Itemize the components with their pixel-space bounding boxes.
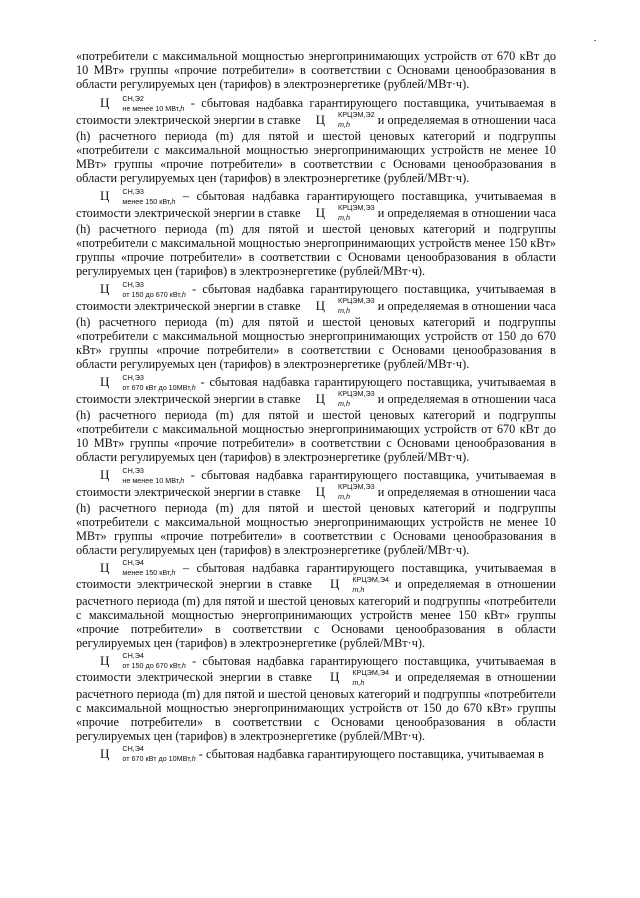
dash: - bbox=[185, 654, 203, 669]
symbol-subscript: от 670 кВт до 10МВт, bbox=[122, 382, 192, 392]
definition-text-continued: и определяемая в отношении часа (h) расчетного периода (m) для пятой и шестой ценовых категорий и подгруппы «потребители с максимальной мощностью энергопринимающих устройств менее 150 кВт» группы «прочие потребители» в соответствии с Основами ценообразования в области регулируемых цен (тарифов) в электроэнергетике (рублей/МВт·ч). bbox=[76, 205, 556, 279]
symbol-superscript: СН,Э2 bbox=[122, 93, 144, 103]
symbol-base: Ц bbox=[100, 467, 110, 483]
symbol-superscript: СН,Э3 bbox=[122, 279, 144, 289]
rate-subscript: m,h bbox=[352, 584, 365, 594]
definition-paragraph bbox=[76, 465, 556, 558]
rate-symbol bbox=[318, 667, 389, 687]
rate-base: Ц bbox=[329, 576, 340, 592]
definition-text-continued: и определяемая в отношении часа (h) расчетного периода (m) для пятой и шестой ценовых категорий и подгруппы «потребители с максимальной мощностью энергопринимающих устройств от 150 до 670 кВт» группы «прочие потребители» в соответствии с Основами ценообразования в области регулируемых цен (тарифов) в электроэнергетике (рублей/МВт·ч). bbox=[76, 298, 556, 372]
symbol-subscript: от 150 до 670 кВт, bbox=[122, 289, 182, 299]
symbol-base: Ц bbox=[100, 746, 110, 762]
rate-subscript: m,h bbox=[338, 119, 351, 129]
definition-paragraph bbox=[76, 186, 556, 279]
definition-text: сбытовая надбавка гарантирующего поставщика, учитываемая в стоимости электрической энергии в ставке bbox=[76, 96, 556, 127]
rate-subscript: m,h bbox=[338, 491, 351, 501]
rate-base: Ц bbox=[315, 204, 326, 220]
definition-text-continued: и определяемая в отношении часа (h) расчетного периода (m) для пятой и шестой ценовых категорий и подгруппы «потребители с максимальной мощностью энергопринимающих устройств от 670 кВт до 10 МВт» группы «прочие потребители» в соответствии с Основами ценообразования в области регулируемых цен (тарифов) в электроэнергетике (рублей/МВт·ч). bbox=[76, 391, 556, 465]
symbol-base: Ц bbox=[100, 653, 110, 669]
rate-base: Ц bbox=[315, 111, 326, 127]
symbol-subscript: от 150 до 670 кВт, bbox=[122, 661, 182, 671]
symbol-subscript-hour: h bbox=[191, 754, 196, 764]
rate-superscript: КРЦЭМ,Э4 bbox=[352, 574, 389, 584]
symbol-base: Ц bbox=[100, 95, 110, 111]
symbol-superscript: СН,Э4 bbox=[122, 651, 144, 661]
rate-superscript: КРЦЭМ,Э3 bbox=[338, 295, 375, 305]
symbol-subscript-hour: h bbox=[191, 382, 196, 392]
markup-symbol bbox=[88, 744, 196, 764]
definition-text-continued: и определяемая в отношении часа (h) расчетного периода (m) для пятой и шестой ценовых категорий и подгруппы «потребители с максимальной мощностью энергопринимающих устройств не менее 10 МВт» группы «прочие потребители» в соответствии с Основами ценообразования в области регулируемых цен (тарифов) в электроэнергетике (рублей/МВт·ч). bbox=[76, 112, 556, 186]
symbol-base: Ц bbox=[100, 281, 110, 297]
symbol-subscript-hour: h bbox=[180, 103, 185, 113]
rate-subscript: m,h bbox=[352, 677, 365, 687]
definition-paragraph bbox=[76, 651, 556, 744]
definition-paragraph bbox=[76, 279, 556, 372]
rate-subscript: m,h bbox=[338, 212, 351, 222]
symbol-subscript: менее 150 кВт, bbox=[122, 568, 172, 578]
rate-symbol bbox=[318, 574, 389, 594]
definition-text: сбытовая надбавка гарантирующего поставщика, учитываемая в bbox=[205, 747, 544, 762]
scan-speck bbox=[594, 40, 596, 41]
definition-text: сбытовая надбавка гарантирующего поставщика, учитываемая в стоимости электрической энергии в ставке bbox=[76, 189, 556, 220]
definition-paragraph bbox=[76, 744, 556, 764]
markup-symbol bbox=[88, 93, 185, 113]
document-body bbox=[76, 49, 556, 767]
symbol-superscript: СН,Э4 bbox=[122, 558, 144, 568]
definition-text-continued: и определяемая в отношении расчетного периода (m) для пятой и шестой ценовых категорий и подгруппы «потребители с максимальной мощностью энергопринимающих устройств менее 150 кВт» группы «прочие потребители» в соответствии с Основами ценообразования в области регулируемых цен (тарифов) в электроэнергетике (рублей/МВт·ч). bbox=[76, 577, 556, 651]
symbol-superscript: СН,Э3 bbox=[122, 465, 144, 475]
rate-base: Ц bbox=[315, 483, 326, 499]
rate-symbol bbox=[304, 109, 375, 129]
rate-base: Ц bbox=[315, 390, 326, 406]
symbol-superscript: СН,Э3 bbox=[122, 186, 144, 196]
definitions-list bbox=[76, 93, 556, 764]
symbol-superscript: СН,Э3 bbox=[122, 372, 144, 382]
markup-symbol bbox=[88, 651, 186, 671]
symbol-base: Ц bbox=[100, 188, 110, 204]
symbol-subscript-hour: h bbox=[171, 568, 176, 578]
definition-text: сбытовая надбавка гарантирующего поставщика, учитываемая в стоимости электрической энергии в ставке bbox=[76, 375, 556, 406]
symbol-base: Ц bbox=[100, 560, 110, 576]
dash: - bbox=[185, 282, 203, 297]
intro-paragraph: «потребители с максимальной мощностью энергопринимающих устройств от 670 кВт до 10 МВт» группы «прочие потребители» в соответствии с Основами ценообразования в области регулируемых цен (тарифов) в электроэнергетике (рублей/МВт·ч). bbox=[76, 49, 556, 92]
symbol-superscript: СН,Э4 bbox=[122, 744, 144, 754]
symbol-subscript-hour: h bbox=[171, 196, 176, 206]
symbol-subscript: от 670 кВт до 10МВт, bbox=[122, 754, 192, 764]
definition-text-continued: и определяемая в отношении часа (h) расчетного периода (m) для пятой и шестой ценовых категорий и подгруппы «потребители с максимальной мощностью энергопринимающих устройств не менее 10 МВт» группы «прочие потребители» в соответствии с Основами ценообразования в области регулируемых цен (тарифов) в электроэнергетике (рублей/МВт·ч). bbox=[76, 484, 556, 558]
dash: - bbox=[184, 96, 202, 111]
markup-symbol bbox=[88, 372, 196, 392]
definition-text-continued: и определяемая в отношении расчетного периода (m) для пятой и шестой ценовых категорий и подгруппы «потребители с максимальной мощностью энергопринимающих устройств от 150 до 670 кВт» группы «прочие потребители» в соответствии с Основами ценообразования в области регулируемых цен (тарифов) в электроэнергетике (рублей/МВт·ч). bbox=[76, 670, 556, 744]
rate-symbol bbox=[304, 202, 375, 222]
definition-paragraph bbox=[76, 93, 556, 186]
symbol-subscript-hour: h bbox=[181, 289, 186, 299]
symbol-subscript-hour: h bbox=[181, 661, 186, 671]
symbol-subscript: не менее 10 МВт, bbox=[122, 475, 181, 485]
rate-symbol bbox=[304, 481, 375, 501]
definition-text: сбытовая надбавка гарантирующего поставщика, учитываемая в стоимости электрической энергии в ставке bbox=[76, 282, 556, 313]
rate-subscript: m,h bbox=[338, 305, 351, 315]
rate-superscript: КРЦЭМ,Э2 bbox=[338, 109, 375, 119]
rate-superscript: КРЦЭМ,Э3 bbox=[338, 481, 375, 491]
dash: - bbox=[195, 747, 206, 762]
rate-superscript: КРЦЭМ,Э3 bbox=[338, 388, 375, 398]
rate-superscript: КРЦЭМ,Э4 bbox=[352, 667, 389, 677]
dash: – bbox=[175, 561, 197, 576]
markup-symbol bbox=[88, 465, 185, 485]
markup-symbol bbox=[88, 558, 176, 578]
definition-paragraph bbox=[76, 558, 556, 651]
definition-text: сбытовая надбавка гарантирующего поставщика, учитываемая в стоимости электрической энергии в ставке bbox=[76, 468, 556, 499]
markup-symbol bbox=[88, 186, 176, 206]
symbol-subscript-hour: h bbox=[180, 475, 185, 485]
rate-symbol bbox=[304, 388, 375, 408]
dash: - bbox=[184, 468, 202, 483]
rate-base: Ц bbox=[329, 669, 340, 685]
rate-symbol bbox=[304, 295, 375, 315]
rate-superscript: КРЦЭМ,Э3 bbox=[338, 202, 375, 212]
definition-text: сбытовая надбавка гарантирующего поставщика, учитываемая в стоимости электрической энергии в ставке bbox=[76, 561, 556, 592]
definition-paragraph bbox=[76, 372, 556, 465]
symbol-base: Ц bbox=[100, 374, 110, 390]
dash: – bbox=[175, 189, 197, 204]
rate-base: Ц bbox=[315, 297, 326, 313]
symbol-subscript: менее 150 кВт, bbox=[122, 196, 172, 206]
dash: - bbox=[195, 375, 210, 390]
definition-text: сбытовая надбавка гарантирующего поставщика, учитываемая в стоимости электрической энергии в ставке bbox=[76, 654, 556, 685]
rate-subscript: m,h bbox=[338, 398, 351, 408]
markup-symbol bbox=[88, 279, 186, 299]
symbol-subscript: не менее 10 МВт, bbox=[122, 103, 181, 113]
